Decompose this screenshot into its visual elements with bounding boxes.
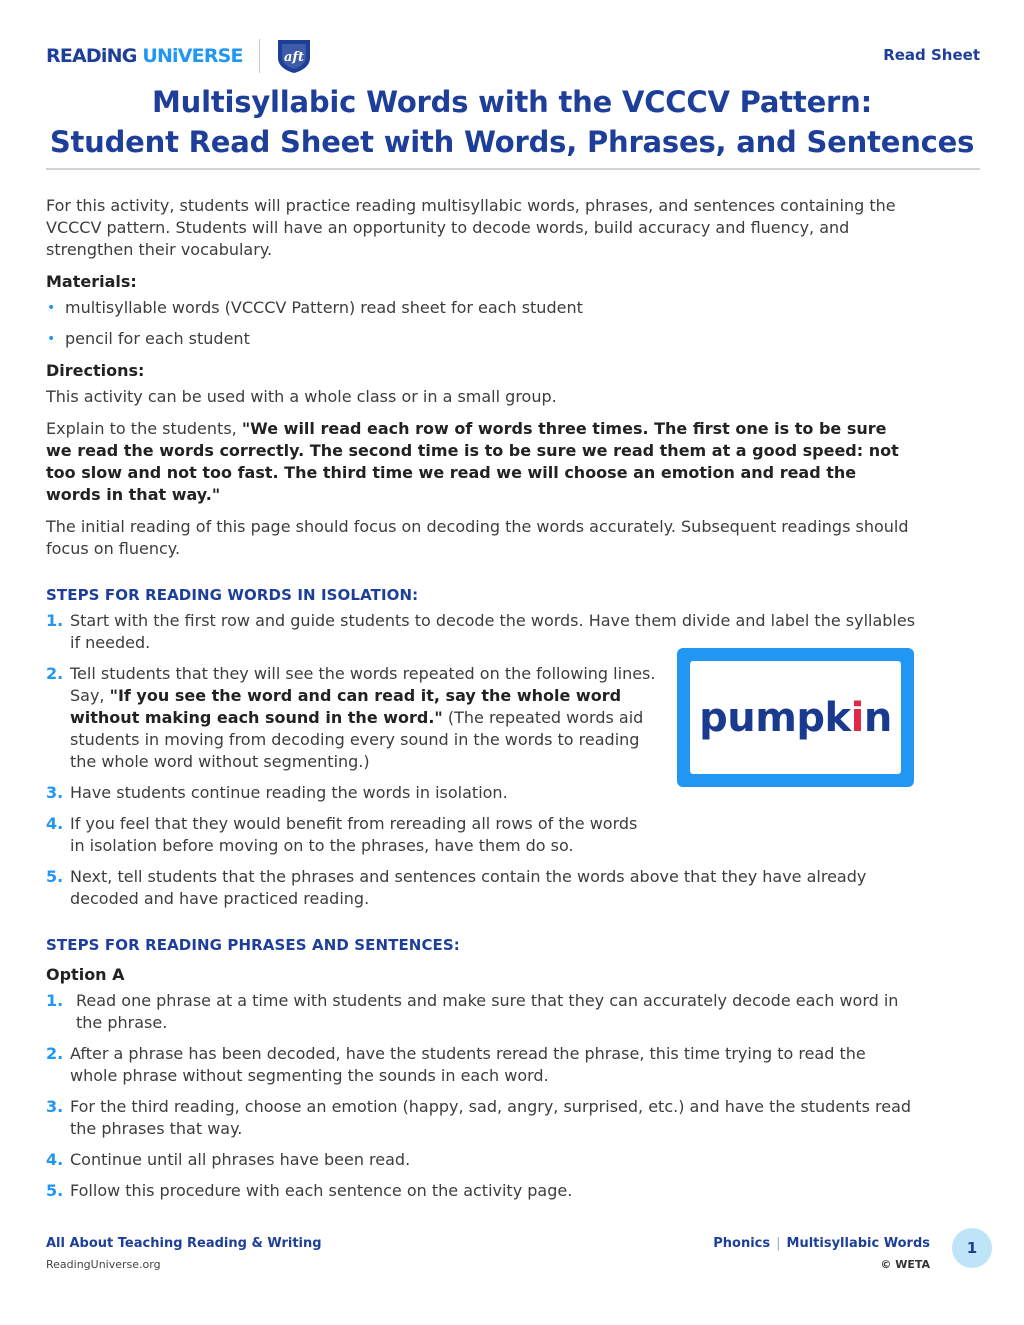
step-text: Tell students that they will see the words repeated on the following lines. Say, <box>70 664 656 705</box>
step-quote: "If you see the word and can read it, say the whole word without making each sound in the word." <box>70 686 622 727</box>
list-item <box>46 1096 916 1140</box>
footer-category: Multisyllabic Words <box>786 1236 930 1251</box>
list-item <box>46 663 656 773</box>
logo-word-reading: READiNG <box>46 45 143 67</box>
material-text: pencil for each student <box>65 329 250 348</box>
list-item <box>46 1180 916 1202</box>
directions-paragraph-3: The initial reading of this page should focus on decoding the words accurately. Subsequent readings should focus on fluency. <box>46 517 909 558</box>
step-text: Read one phrase at a time with students and make sure that they can accurately decode each word in the phrase. <box>76 991 899 1032</box>
step-number: 3. <box>46 783 64 802</box>
example-word-vowel: i <box>850 694 864 741</box>
logo-divider <box>259 39 260 73</box>
materials-label: Materials: <box>46 272 137 291</box>
step-number: 1. <box>46 611 64 630</box>
step-text: Have students continue reading the words in isolation. <box>70 783 508 802</box>
step-number: 2. <box>46 664 64 683</box>
footer-separator: | <box>776 1236 781 1251</box>
step-number: 5. <box>46 1181 64 1200</box>
brand-logos <box>46 38 314 74</box>
step-text: After a phrase has been decoded, have the students reread the phrase, this time trying to read the whole phrase without segmenting the sounds in each word. <box>70 1044 866 1085</box>
step-text: Next, tell students that the phrases and sentences contain the words above that they have already decoded and have practiced reading. <box>70 867 867 908</box>
step-text: Continue until all phrases have been read. <box>70 1150 411 1169</box>
list-item <box>46 328 916 350</box>
example-word-card <box>677 648 914 787</box>
page-title <box>30 82 994 162</box>
page-header <box>46 34 980 74</box>
list-item <box>46 1149 916 1171</box>
directions-lead: Explain to the students, <box>46 419 242 438</box>
title-divider <box>46 168 980 170</box>
footer-url[interactable]: ReadingUniverse.org <box>46 1258 161 1271</box>
intro-paragraph: For this activity, students will practice reading multisyllabic words, phrases, and sentences containing the VCCCV pattern. Students will have an opportunity to decode words, build accuracy and fluency, and strengthen their vocabulary. <box>46 196 896 259</box>
footer-tagline: All About Teaching Reading & Writing <box>46 1236 322 1251</box>
phrases-steps-heading: STEPS FOR READING PHRASES AND SENTENCES: <box>46 936 460 954</box>
list-item <box>46 1043 916 1087</box>
step-text: If you feel that they would benefit from rereading all rows of the words in isolation before moving on to the phrases, have them do so. <box>70 814 638 855</box>
directions-label: Directions: <box>46 361 145 380</box>
material-text: multisyllable words (VCCCV Pattern) read sheet for each student <box>65 298 583 317</box>
directions-paragraph-2 <box>46 418 916 506</box>
example-word-part: pumpk <box>699 694 851 741</box>
step-text-tail: (The repeated words aid students in moving from decoding every sound in the words to reading the whole word without segmenting.) <box>70 708 644 771</box>
step-text: For the third reading, choose an emotion (happy, sad, angry, surprised, etc.) and have the students read the phrases that way. <box>70 1097 912 1138</box>
footer-category: Phonics <box>713 1236 771 1251</box>
example-word-part: n <box>863 694 892 741</box>
step-number: 3. <box>46 1097 64 1116</box>
step-text: Follow this procedure with each sentence on the activity page. <box>70 1181 573 1200</box>
list-item <box>46 297 916 319</box>
footer-categories <box>713 1236 930 1251</box>
example-word-card-inner <box>690 661 901 774</box>
example-word <box>699 695 892 741</box>
directions-quote: "We will read each row of words three times. The first one is to be sure we read the words correctly. The second time is to be sure we read them at a good speed: not too slow and not too fast. The third time we read we will choose an emotion and read the words in that way." <box>46 419 899 504</box>
aft-logo-text: aft <box>283 50 304 65</box>
directions-paragraph-1: This activity can be used with a whole class or in a small group. <box>46 387 557 406</box>
list-item <box>46 866 916 910</box>
footer-left <box>46 1236 322 1271</box>
logo-word-universe: UNiVERSE <box>142 45 243 67</box>
step-number: 2. <box>46 1044 64 1063</box>
option-label: Option A <box>46 965 125 984</box>
page-number-badge: 1 <box>952 1228 992 1268</box>
step-number: 4. <box>46 1150 64 1169</box>
isolation-steps-heading: STEPS FOR READING WORDS IN ISOLATION: <box>46 586 419 604</box>
step-number: 4. <box>46 814 64 833</box>
footer-right <box>713 1236 930 1271</box>
step-number: 1. <box>46 991 64 1010</box>
reading-universe-logo <box>46 45 243 67</box>
title-line-1: Multisyllabic Words with the VCCCV Pattern: <box>152 85 872 119</box>
footer-copyright: © WETA <box>880 1258 930 1271</box>
list-item <box>46 813 656 857</box>
bullet-icon: • <box>47 300 56 316</box>
doc-type-label: Read Sheet <box>883 46 980 64</box>
bullet-icon: • <box>47 331 56 347</box>
materials-list <box>46 297 916 350</box>
phrases-steps-list <box>46 990 916 1202</box>
list-item <box>46 990 916 1034</box>
step-number: 5. <box>46 867 64 886</box>
step-text: Start with the first row and guide students to decode the words. Have them divide and label the syllables if needed. <box>70 611 916 652</box>
aft-logo-icon <box>274 38 314 74</box>
title-line-2: Student Read Sheet with Words, Phrases, and Sentences <box>49 125 975 159</box>
